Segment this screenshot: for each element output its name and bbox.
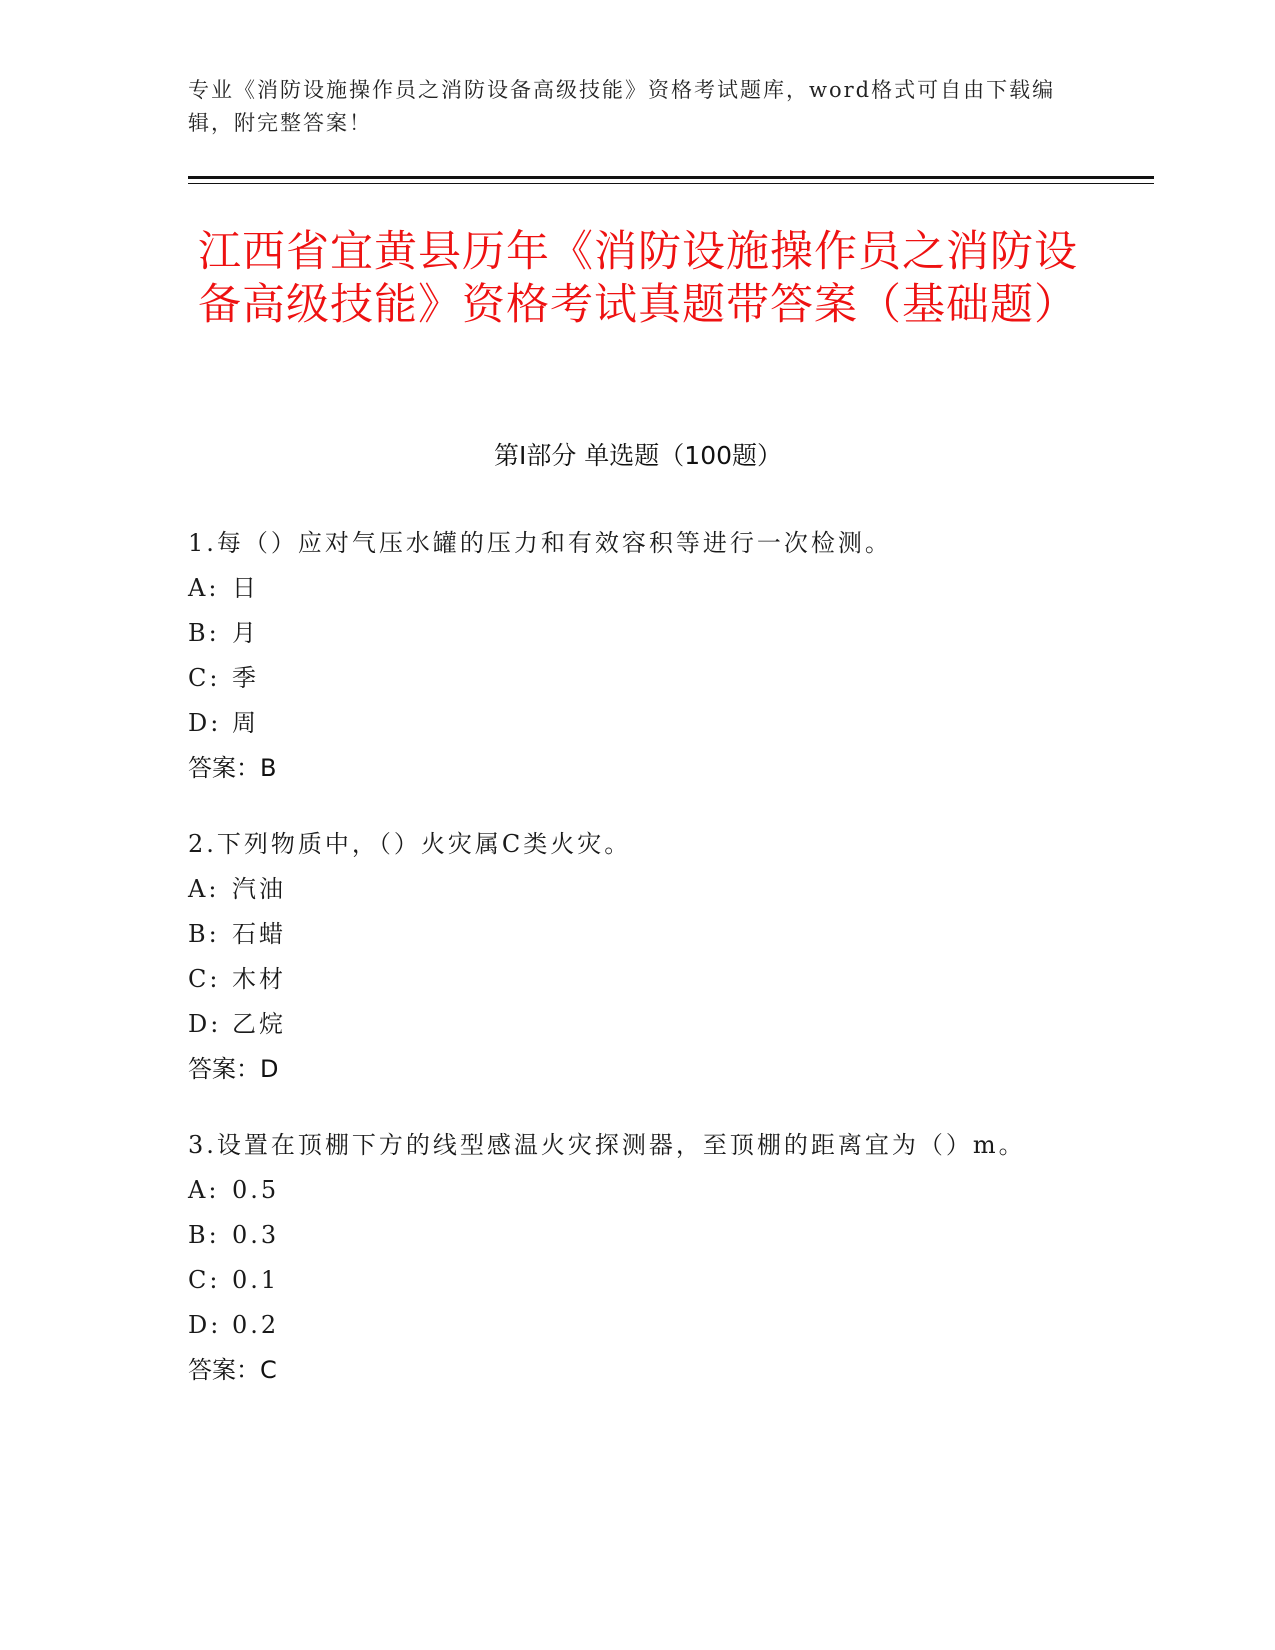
option-key: A: xyxy=(188,1176,220,1204)
option-b xyxy=(188,919,1148,949)
option-a xyxy=(188,573,1148,603)
option-key: D: xyxy=(188,1311,222,1339)
option-c xyxy=(188,663,1148,693)
divider-thick-line xyxy=(188,176,1154,179)
option-key: C: xyxy=(188,664,221,692)
option-text: 0.1 xyxy=(232,1266,280,1294)
option-text: 0.3 xyxy=(232,1221,280,1249)
option-key: C: xyxy=(188,1266,221,1294)
option-d xyxy=(188,1009,1148,1039)
option-key: A: xyxy=(188,574,220,602)
option-text: 石蜡 xyxy=(232,920,286,948)
section-heading: 第Ⅰ部分 单选题（100题） xyxy=(493,441,783,470)
question-stem: 3.设置在顶棚下方的线型感温火灾探测器，至顶棚的距离宜为（）m。 xyxy=(188,1131,1026,1159)
option-text: 0.5 xyxy=(232,1176,280,1204)
question-stem: 1.每（）应对气压水罐的压力和有效容积等进行一次检测。 xyxy=(188,529,892,557)
option-text: 月 xyxy=(232,619,259,647)
option-text: 木材 xyxy=(232,965,286,993)
question-1 xyxy=(188,528,1148,783)
option-key: B: xyxy=(188,1221,220,1249)
option-text: 0.2 xyxy=(232,1311,280,1339)
divider-thin-line xyxy=(188,183,1154,184)
question-answer: 答案：B xyxy=(188,754,277,782)
option-text: 日 xyxy=(232,574,259,602)
question-answer: 答案：C xyxy=(188,1356,277,1384)
option-key: D: xyxy=(188,709,222,737)
option-c xyxy=(188,964,1148,994)
question-stem: 2.下列物质中，（）火灾属C类火灾。 xyxy=(188,830,632,858)
document-title: 江西省宜黄县历年《消防设施操作员之消防设备高级技能》资格考试真题带答案（基础题） xyxy=(198,227,1078,330)
option-a xyxy=(188,874,1148,904)
option-key: C: xyxy=(188,965,221,993)
question-3 xyxy=(188,1130,1148,1385)
option-key: B: xyxy=(188,619,220,647)
question-answer: 答案：D xyxy=(188,1055,279,1083)
option-d xyxy=(188,708,1148,738)
question-2 xyxy=(188,829,1148,1084)
option-key: B: xyxy=(188,920,220,948)
option-d xyxy=(188,1310,1148,1340)
option-b xyxy=(188,1220,1148,1250)
option-text: 季 xyxy=(232,664,259,692)
option-a xyxy=(188,1175,1148,1205)
option-text: 乙烷 xyxy=(232,1010,286,1038)
option-key: A: xyxy=(188,875,220,903)
question-list xyxy=(188,528,1148,1431)
header-note: 专业《消防设施操作员之消防设备高级技能》资格考试题库，word格式可自由下载编辑，附完整答案！ xyxy=(188,78,1056,135)
option-key: D: xyxy=(188,1010,222,1038)
option-text: 周 xyxy=(232,709,259,737)
option-b xyxy=(188,618,1148,648)
header-divider xyxy=(188,176,1154,184)
option-c xyxy=(188,1265,1148,1295)
option-text: 汽油 xyxy=(232,875,286,903)
